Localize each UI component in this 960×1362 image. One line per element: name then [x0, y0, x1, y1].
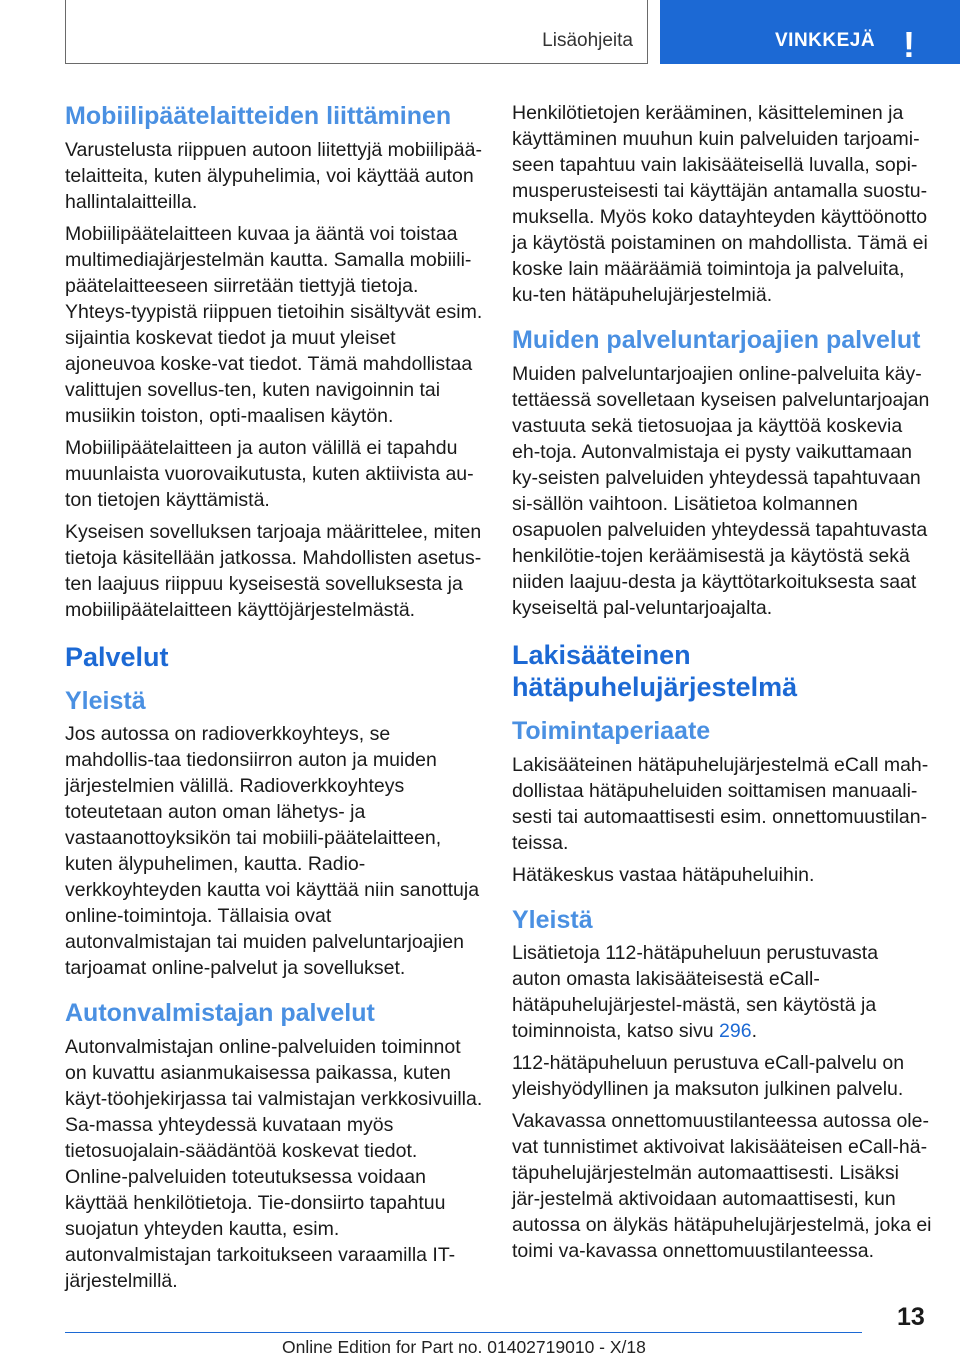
exclamation-icon: !: [903, 24, 915, 65]
heading-autonvalmistajan-palvelut: Autonvalmistajan palvelut: [65, 999, 375, 1028]
heading-muiden-palveluntarjoajien-palvelut: Muiden palveluntarjoajien palvelut: [512, 326, 921, 354]
paragraph: Muiden palveluntarjoajien online-palveluita käy-tettäessä sovelletaan kyseisen palveluntarjoajan vastuuta sekä tietosuojaa ja käyttöä koskevia eh-toja. Autonvalmistaja ei pysty vaikuttamaan ky-seisten palveluiden yhteydessä tapahtuvaan si-sällön vaihtoon. Lisätietoa kolmannen osapuolen palveluiden yhteydessä tapahtuvasta henkilötie-tojen keräämisestä ja käytöstä sekä niiden laajuu-desta ja käyttötarkoituksesta saat kyseiseltä pal-veluntarjoajalta.: [512, 362, 930, 619]
paragraph: Autonvalmistajan online-palveluiden toiminnot on kuvattu asianmukaisessa paikassa, kuten käyt-töohjekirjassa tai valmistajan verkkosivuilla. Sa-massa yhteydessä kuvataan myös tietosuojalain-säädäntöä koskevat tiedot. Online-palveluiden toteutuksessa voidaan käyttää henkilötietoja. Tie-donsiirto tapahtuu suojatun yhteyden kautta, esim. autonvalmistajan tarkoitukseen varaamilla IT-järjestelmillä.: [65, 1035, 483, 1292]
footer-edition-text: Online Edition for Part no. 01402719010 - X/18: [282, 1337, 646, 1357]
footer-divider: [65, 1332, 862, 1333]
paragraph: Varustelusta riippuen autoon liitettyjä mobiilipää-telaitteita, kuten älypuhelimia, voi käyttää auton hallintalaitteilla.: [65, 138, 482, 213]
heading-line: hätäpuhelujärjestelmä: [512, 671, 798, 702]
paragraph: 112-hätäpuheluun perustuva eCall-palvelu on yleishyödyllinen ja maksuton julkinen palvelu.: [512, 1052, 905, 1101]
paragraph: Henkilötietojen kerääminen, käsitteleminen ja käyttäminen muuhun kuin palveluiden tarjoami-seen tapahtuu vain lakisääteisellä luvalla, sopi-musperusteisesti tai käyttäjän antamalla suostu-muksella. Myös koko datayhteyden käyttöönotto ja käytöstä poistaminen on mahdollista. Tämä ei koske lain määräämiä toimintoja ja palveluita, ku-ten hätäpuhelujärjestelmiä.: [512, 102, 928, 306]
paragraph: [512, 940, 932, 1044]
page-link[interactable]: 296: [719, 1020, 752, 1043]
page-number: 13: [897, 1303, 925, 1331]
paragraph-text: Lisätietoja 112-hätäpuheluun perustuvasta auton omasta lakisääteisestä eCall-hätäpuhelujärjestel-mästä, sen käytöstä ja toiminnoista, katso sivu: [512, 942, 879, 1043]
heading-yleista: Yleistä: [65, 686, 146, 715]
paragraph: Kyseisen sovelluksen tarjoaja määrittelee, miten tietoja käsitellään jatkossa. Mahdollisten asetus-ten laajuus riippuu kyseisestä sovelluksesta ja mobiilipäätelaitteen käyttöjärjestelmästä.: [65, 520, 482, 621]
paragraph: Jos autossa on radioverkkoyhteys, se mahdollis-taa tiedonsiirron auton ja muiden järjestelmien välillä. Radioverkkoyhteys toteutetaan auton oman lähetys- ja vastaanottoyksikön tai mobiili-päätelaitteen, kuten älypuhelimen, kautta. Radio-verkkoyhteyden kautta voi käyttää niin sanottuja online-toimintoja. Tällaisia ovat autonvalmistajan tai muiden palveluntarjoajien tarjoamat online-palvelut ja sovellukset.: [65, 723, 480, 980]
heading-lakisaateinen-hatapuhelujarjestelma: [512, 639, 932, 704]
header-tab-label: VINKKEJÄ: [775, 30, 876, 51]
paragraph: Mobiilipäätelaitteen ja auton välillä ei tapahdu muunlaista vuorovaikutusta, kuten aktiivista au-ton tietojen käyttämistä.: [65, 436, 474, 511]
heading-line: Lakisääteinen: [512, 639, 691, 670]
header-tab[interactable]: [660, 0, 960, 64]
heading-toimintaperiaate: Toimintaperiaate: [512, 717, 711, 746]
heading-yleista: Yleistä: [512, 905, 593, 934]
paragraph: Lakisääteinen hätäpuhelujärjestelmä eCall mah-dollistaa hätäpuheluiden soittamisen manuaali-sesti tai automaattisesti esim. onnettomuustilan-teissa.: [512, 753, 929, 854]
paragraph: Mobiilipäätelaitteen kuvaa ja ääntä voi toistaa multimediajärjestelmän kautta. Samalla mobiili-päätelaitteeseen siirretään tiettyjä tietoja. Yhteys-tyypistä riippuen tietoihin sisältyvät esim. sijaintia koskevat tiedot ja muut yleiset ajoneuvoa koske-vat tiedot. Tämä mahdollistaa valittujen sovellus-ten, kuten navigoinnin tai musiikin toiston, opti-maalisen käytön.: [65, 222, 483, 427]
heading-palvelut: Palvelut: [65, 641, 169, 672]
header-section-box: [65, 0, 648, 64]
right-column: [512, 100, 932, 1270]
paragraph: Hätäkeskus vastaa hätäpuheluihin.: [512, 863, 815, 886]
header-section-label: Lisäohjeita: [542, 30, 633, 51]
left-column: [65, 100, 483, 1300]
paragraph: Vakavassa onnettomuustilanteessa autossa ole-vat tunnistimet aktivoivat lakisääteisen eCall-hä-täpuhelujärjestelmän automaattisesti. Lisäksi jär-jestelmä aktivoidaan automaattisesti, kun autossa on älykäs hätäpuhelujärjestelmä, joka ei toimi va-kavassa onnettomuustilanteessa.: [512, 1110, 932, 1263]
heading-mobiilipaatelaitteiden-liittaminen: Mobiilipäätelaitteiden liittäminen: [65, 102, 452, 130]
paragraph-text: .: [751, 1020, 757, 1043]
